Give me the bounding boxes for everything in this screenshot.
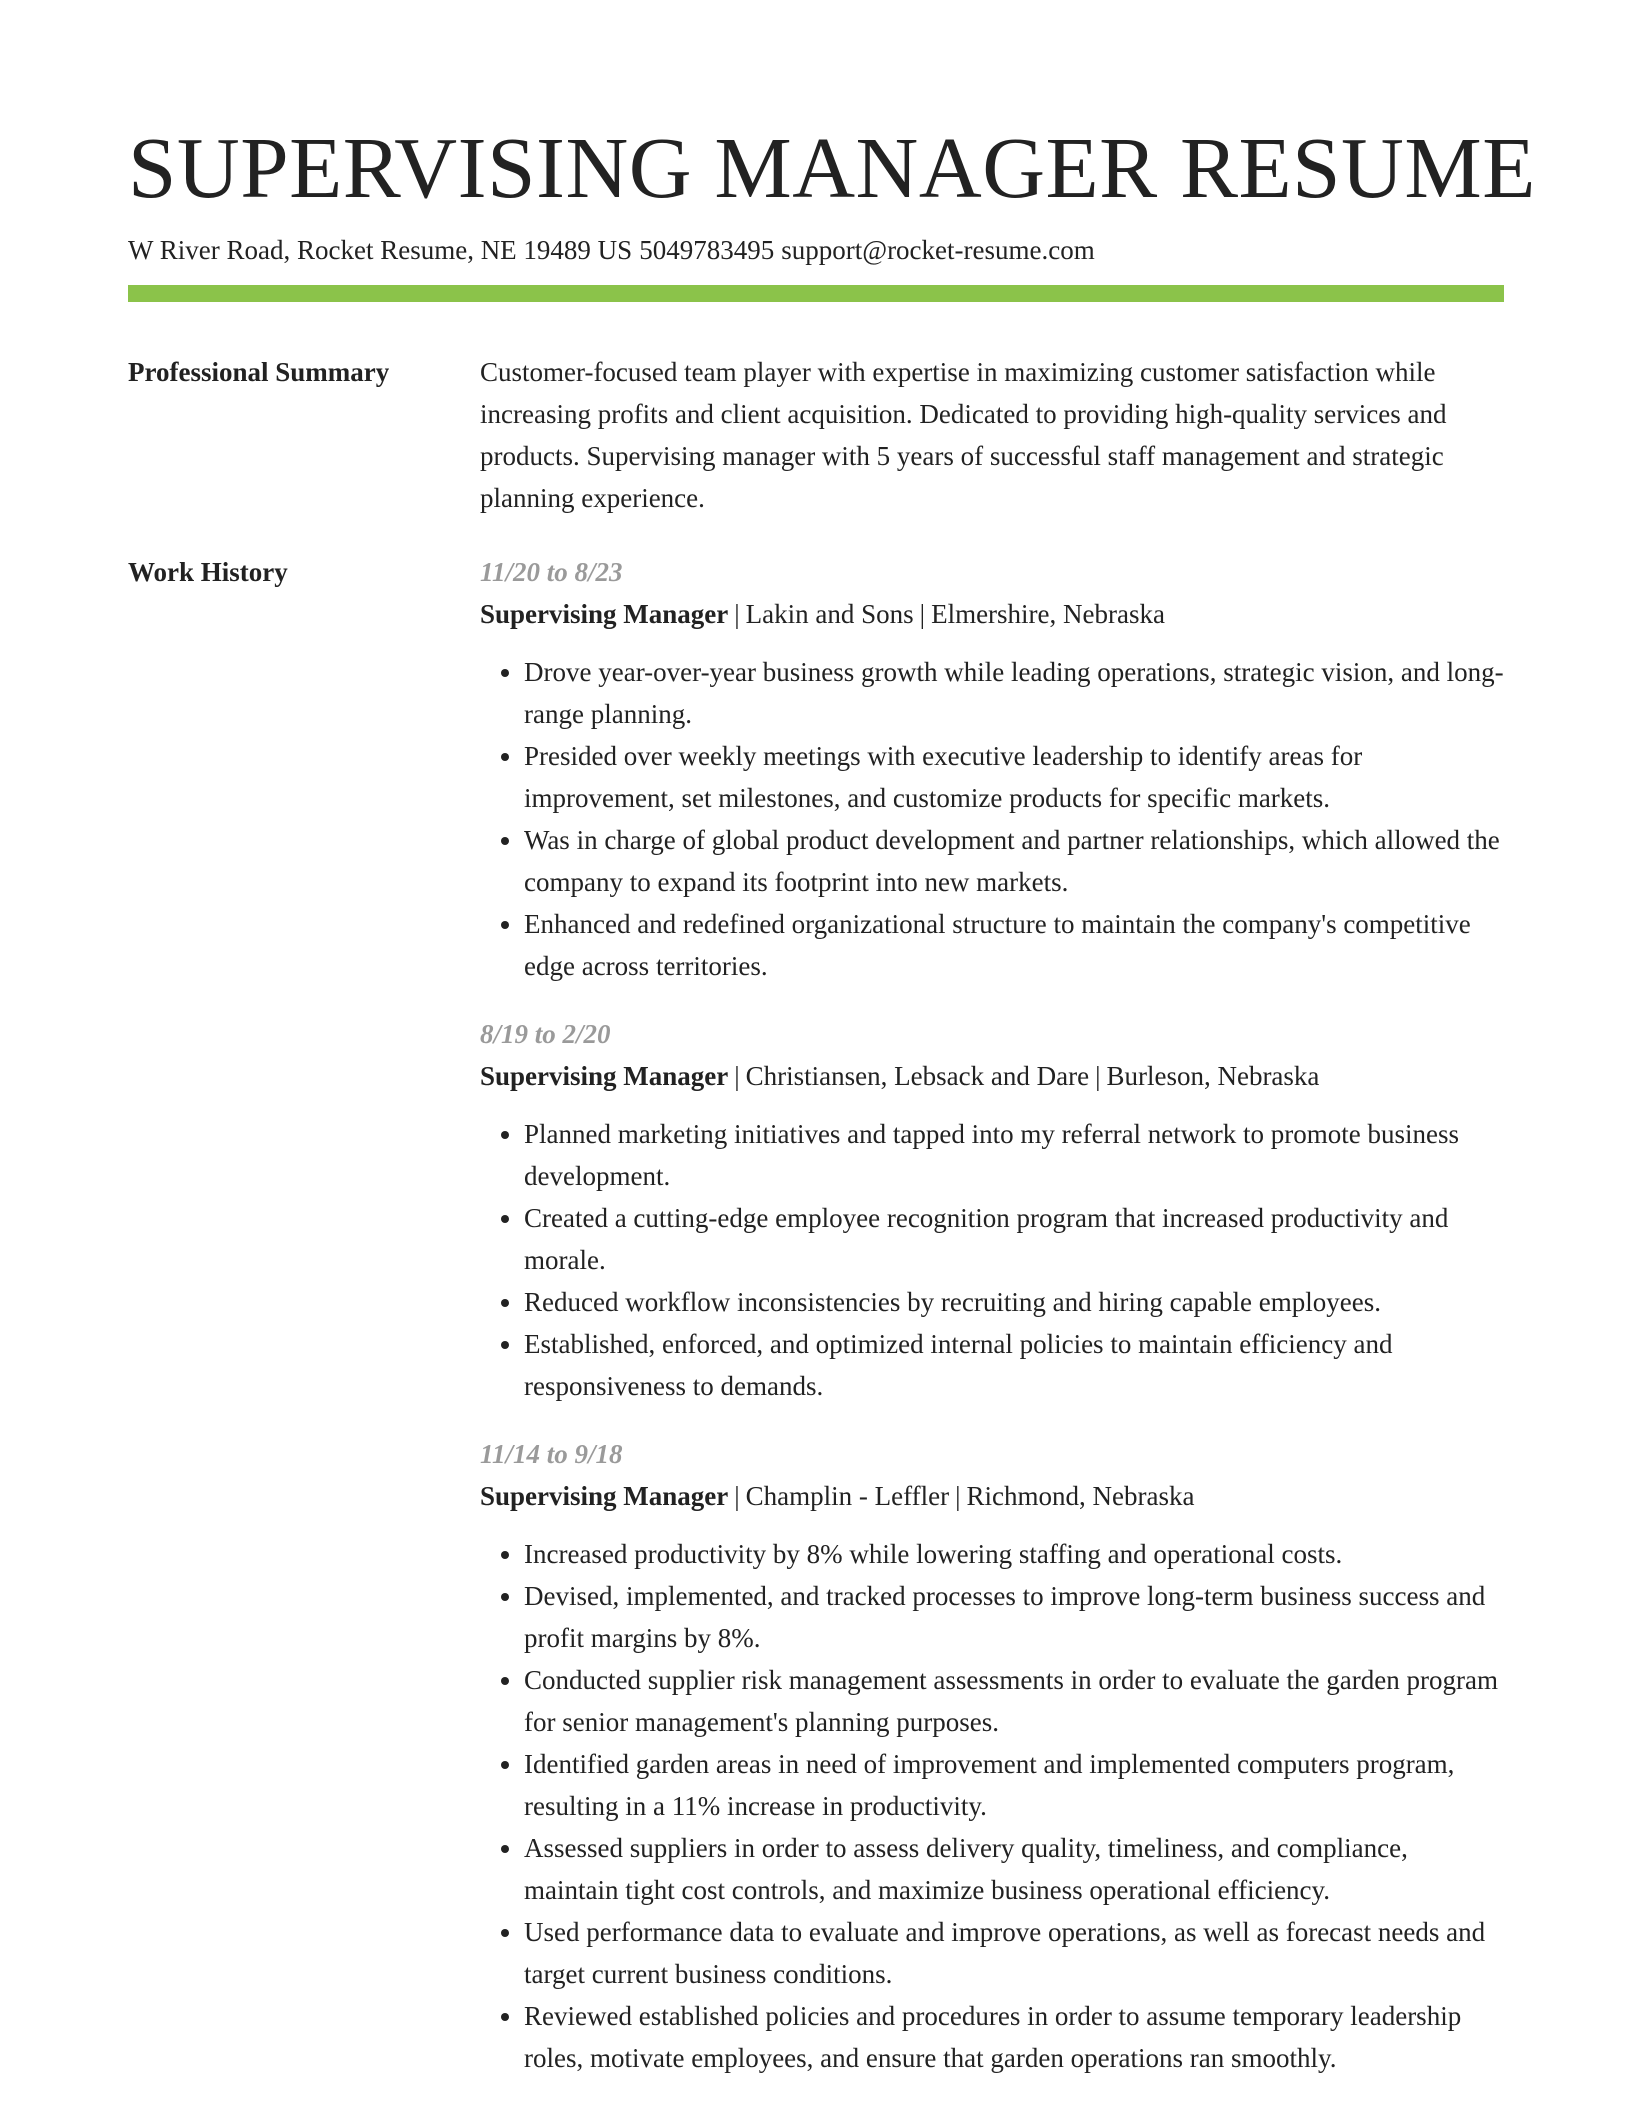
- job-bullet: • Presided over weekly meetings with executive leadership to identify areas for improvement, set milestones, and customize products for specific markets.: [524, 735, 1504, 819]
- job-bullet: • Devised, implemented, and tracked processes to improve long-term business success and profit margins by 8%.: [524, 1575, 1504, 1659]
- job-entry: [480, 1013, 1504, 1407]
- job-location: Elmershire, Nebraska: [931, 599, 1165, 629]
- job-bullets: [480, 1113, 1504, 1407]
- contact-line: [128, 230, 1095, 270]
- job-bullet: • Used performance data to evaluate and improve operations, as well as forecast needs and target current business conditions.: [524, 1911, 1504, 1995]
- job-dates: 8/19 to 2/20: [480, 1019, 611, 1049]
- job-dates: 11/20 to 8/23: [480, 557, 623, 587]
- job-title: Supervising Manager: [480, 1481, 729, 1511]
- job-title: Supervising Manager: [480, 599, 729, 629]
- job-bullet: • Reduced workflow inconsistencies by recruiting and hiring capable employees.: [524, 1281, 1504, 1323]
- work-history-body: [480, 551, 1504, 2105]
- job-separator: |: [734, 1481, 740, 1511]
- job-bullet: • Drove year-over-year business growth while leading operations, strategic vision, and long-range planning.: [524, 651, 1504, 735]
- resume-title: SUPERVISING MANAGER RESUME: [128, 119, 1536, 216]
- job-separator: |: [734, 599, 740, 629]
- job-bullet: • Increased productivity by 8% while lowering staffing and operational costs.: [524, 1533, 1504, 1575]
- job-bullet: • Created a cutting-edge employee recognition program that increased productivity and morale.: [524, 1197, 1504, 1281]
- job-bullet: • Planned marketing initiatives and tapped into my referral network to promote business development.: [524, 1113, 1504, 1197]
- job-bullet: • Was in charge of global product development and partner relationships, which allowed the company to expand its footprint into new markets.: [524, 819, 1504, 903]
- job-title: Supervising Manager: [480, 1061, 729, 1091]
- job-separator: |: [919, 599, 926, 629]
- job-entry: [480, 551, 1504, 987]
- job-separator: |: [734, 1061, 740, 1091]
- job-bullet: • Assessed suppliers in order to assess delivery quality, timeliness, and compliance, maintain tight cost controls, and maximize business operational efficiency.: [524, 1827, 1504, 1911]
- summary-text: Customer-focused team player with expertise in maximizing customer satisfaction while increasing profits and client acquisition. Dedicated to providing high-quality services and products. Supervising manager with 5 years of successful staff management and strategic planning experience.: [480, 357, 1447, 513]
- job-dates: 11/14 to 9/18: [480, 1439, 623, 1469]
- header-divider: [128, 285, 1504, 302]
- job-location: Burleson, Nebraska: [1106, 1061, 1320, 1091]
- job-heading: [480, 1475, 1504, 1517]
- summary-body: [480, 351, 1504, 519]
- section-label-summary: Professional Summary: [128, 357, 390, 387]
- job-separator: |: [955, 1481, 961, 1511]
- job-heading: [480, 593, 1504, 635]
- job-bullet: • Identified garden areas in need of improvement and implemented computers program, resulting in a 11% increase in productivity.: [524, 1743, 1504, 1827]
- section-label-work-history: Work History: [128, 557, 288, 587]
- contact-phone: 5049783495: [639, 235, 775, 265]
- contact-address: W River Road, Rocket Resume, NE 19489 US: [128, 235, 633, 265]
- job-bullet: • Established, enforced, and optimized internal policies to maintain efficiency and responsiveness to demands.: [524, 1323, 1504, 1407]
- job-company: Champlin - Leffler: [745, 1481, 950, 1511]
- job-bullets: [480, 1533, 1504, 2079]
- job-entry: [480, 1433, 1504, 2079]
- job-bullet: • Enhanced and redefined organizational structure to maintain the company's competitive edge across territories.: [524, 903, 1504, 987]
- job-bullets: [480, 651, 1504, 987]
- job-bullet: • Conducted supplier risk management assessments in order to evaluate the garden program for senior management's planning purposes.: [524, 1659, 1504, 1743]
- job-heading: [480, 1055, 1504, 1097]
- job-location: Richmond, Nebraska: [966, 1481, 1195, 1511]
- job-separator: |: [1095, 1061, 1101, 1091]
- job-bullet: • Reviewed established policies and procedures in order to assume temporary leadership roles, motivate employees, and ensure that garden operations ran smoothly.: [524, 1995, 1504, 2079]
- job-company: Lakin and Sons: [745, 599, 914, 629]
- contact-email: support@rocket-resume.com: [781, 235, 1095, 265]
- job-company: Christiansen, Lebsack and Dare: [745, 1061, 1090, 1091]
